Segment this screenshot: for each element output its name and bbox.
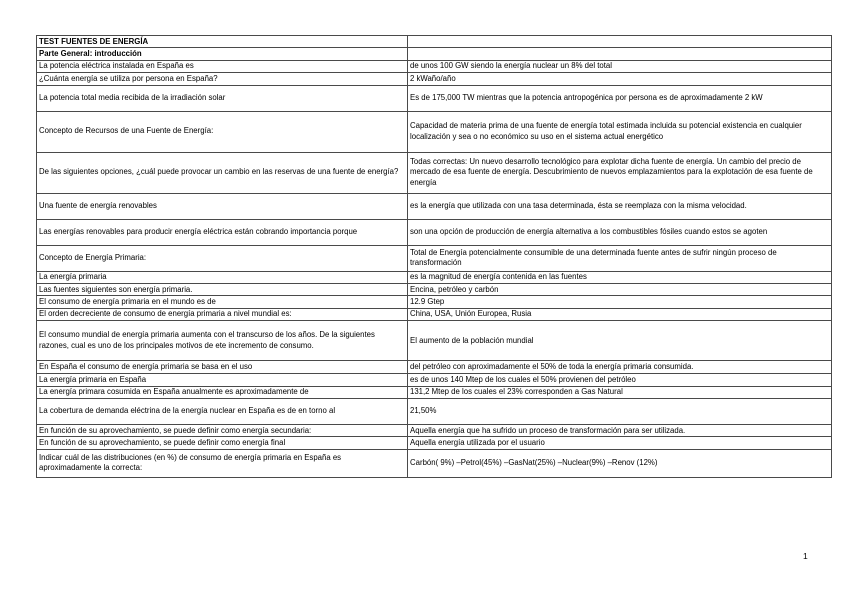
answer-cell: Todas correctas: Un nuevo desarrollo tecnológico para explotar dicha fuente de energía. Un cambio del precio de mercado de esa fuente de energía. Descubrimiento de nuevos emplazamientos para la explotación de esa fuente de energía — [408, 152, 832, 193]
answer-cell: es la energía que utilizada con una tasa determinada, ésta se reemplaza con la misma velocidad. — [408, 193, 832, 219]
answer-cell: 2 kWaño/año — [408, 73, 832, 85]
answer-cell: Encina, petróleo y carbón — [408, 284, 832, 296]
table-row — [37, 284, 832, 296]
table-row — [37, 437, 832, 449]
question-cell: Indicar cuál de las distribuciones (en %) de consumo de energía primaria en España es aproximadamente la correcta: — [37, 449, 408, 477]
section-row — [37, 48, 832, 60]
question-cell: ¿Cuánta energía se utiliza por persona en España? — [37, 73, 408, 85]
question-cell: La energía primaria — [37, 271, 408, 283]
question-cell: Concepto de Recursos de una Fuente de Energía: — [37, 111, 408, 152]
answer-cell: Aquella energía que ha sufrido un proceso de transformación para ser utilizada. — [408, 425, 832, 437]
question-cell: La energía primara cosumida en España anualmente es aproximadamente de — [37, 386, 408, 398]
answer-cell: Capacidad de materia prima de una fuente de energía total estimada incluida su potencial existencia en cualquier localización y sea o no económico su uso en el sistema actual energético — [408, 111, 832, 152]
question-cell: La potencia total media recibida de la irradiación solar — [37, 85, 408, 111]
question-cell: El consumo de energía primaria en el mundo es de — [37, 296, 408, 308]
title-row — [37, 36, 832, 48]
table-row — [37, 308, 832, 320]
answer-cell: China, USA, Unión Europea, Rusia — [408, 308, 832, 320]
question-cell: La potencia eléctrica instalada en España es — [37, 60, 408, 72]
empty-cell — [408, 48, 832, 60]
table-row — [37, 73, 832, 85]
question-cell: El consumo mundial de energía primaria aumenta con el transcurso de los años. De la siguientes razones, cual es uno de los principales motivos de ete incremento de consumo. — [37, 321, 408, 361]
table-row — [37, 425, 832, 437]
answer-cell: es de unos 140 Mtep de los cuales el 50% provienen del petróleo — [408, 374, 832, 386]
table-row — [37, 449, 832, 477]
table-row — [37, 152, 832, 193]
answer-cell: de unos 100 GW siendo la energía nuclear un 8% del total — [408, 60, 832, 72]
question-cell: Concepto de Energía Primaria: — [37, 245, 408, 271]
question-cell: En función de su aprovechamiento, se puede definir como energía secundaria: — [37, 425, 408, 437]
answer-cell: 131,2 Mtep de los cuales el 23% corresponden a Gas Natural — [408, 386, 832, 398]
table-row — [37, 361, 832, 374]
answer-cell: Es de 175,000 TW mientras que la potencia antropogénica por persona es de aproximadamente 2 kW — [408, 85, 832, 111]
table-row — [37, 85, 832, 111]
question-cell: El orden decreciente de consumo de energía primaria a nivel mundial es: — [37, 308, 408, 320]
table-row — [37, 399, 832, 425]
answer-cell: Total de Energía potencialmente consumible de una determinada fuente antes de sufrir ningún proceso de transformación — [408, 245, 832, 271]
table-row — [37, 321, 832, 361]
answer-cell: Aquella energía utilizada por el usuario — [408, 437, 832, 449]
document-title: TEST FUENTES DE ENERGÍA — [37, 36, 408, 48]
section-title: Parte General: introducción — [37, 48, 408, 60]
question-cell: De las siguientes opciones, ¿cuál puede provocar un cambio en las reservas de una fuente de energía? — [37, 152, 408, 193]
table-row — [37, 60, 832, 72]
question-cell: Las fuentes siguientes son energía primaria. — [37, 284, 408, 296]
table-row — [37, 111, 832, 152]
question-cell: Las energías renovables para producir energía eléctrica están cobrando importancia porque — [37, 219, 408, 245]
table-row — [37, 219, 832, 245]
table-row — [37, 386, 832, 398]
table-row — [37, 296, 832, 308]
table-row — [37, 271, 832, 283]
empty-cell — [408, 36, 832, 48]
table-row — [37, 193, 832, 219]
question-cell: La energía primaria en España — [37, 374, 408, 386]
table-row — [37, 245, 832, 271]
page-number: 1 — [803, 551, 808, 561]
answer-cell: es la magnitud de energía contenida en las fuentes — [408, 271, 832, 283]
answer-cell: del petróleo con aproximadamente el 50% de toda la energía primaria consumida. — [408, 361, 832, 374]
question-cell: Una fuente de energía renovables — [37, 193, 408, 219]
energy-test-body — [37, 36, 832, 478]
answer-cell: 21,50% — [408, 399, 832, 425]
table-row — [37, 374, 832, 386]
answer-cell: son una opción de producción de energía alternativa a los combustibles fósiles cuando estos se agoten — [408, 219, 832, 245]
answer-cell: Carbón( 9%) –Petrol(45%) –GasNat(25%) –Nuclear(9%) –Renov (12%) — [408, 449, 832, 477]
question-cell: En función de su aprovechamiento, se puede definir como energía final — [37, 437, 408, 449]
energy-test-table — [36, 35, 832, 478]
question-cell: En España el consumo de energía primaria se basa en el uso — [37, 361, 408, 374]
answer-cell: 12.9 Gtep — [408, 296, 832, 308]
answer-cell: El aumento de la población mundial — [408, 321, 832, 361]
question-cell: La cobertura de demanda eléctrina de la energía nuclear en España es de en torno al — [37, 399, 408, 425]
